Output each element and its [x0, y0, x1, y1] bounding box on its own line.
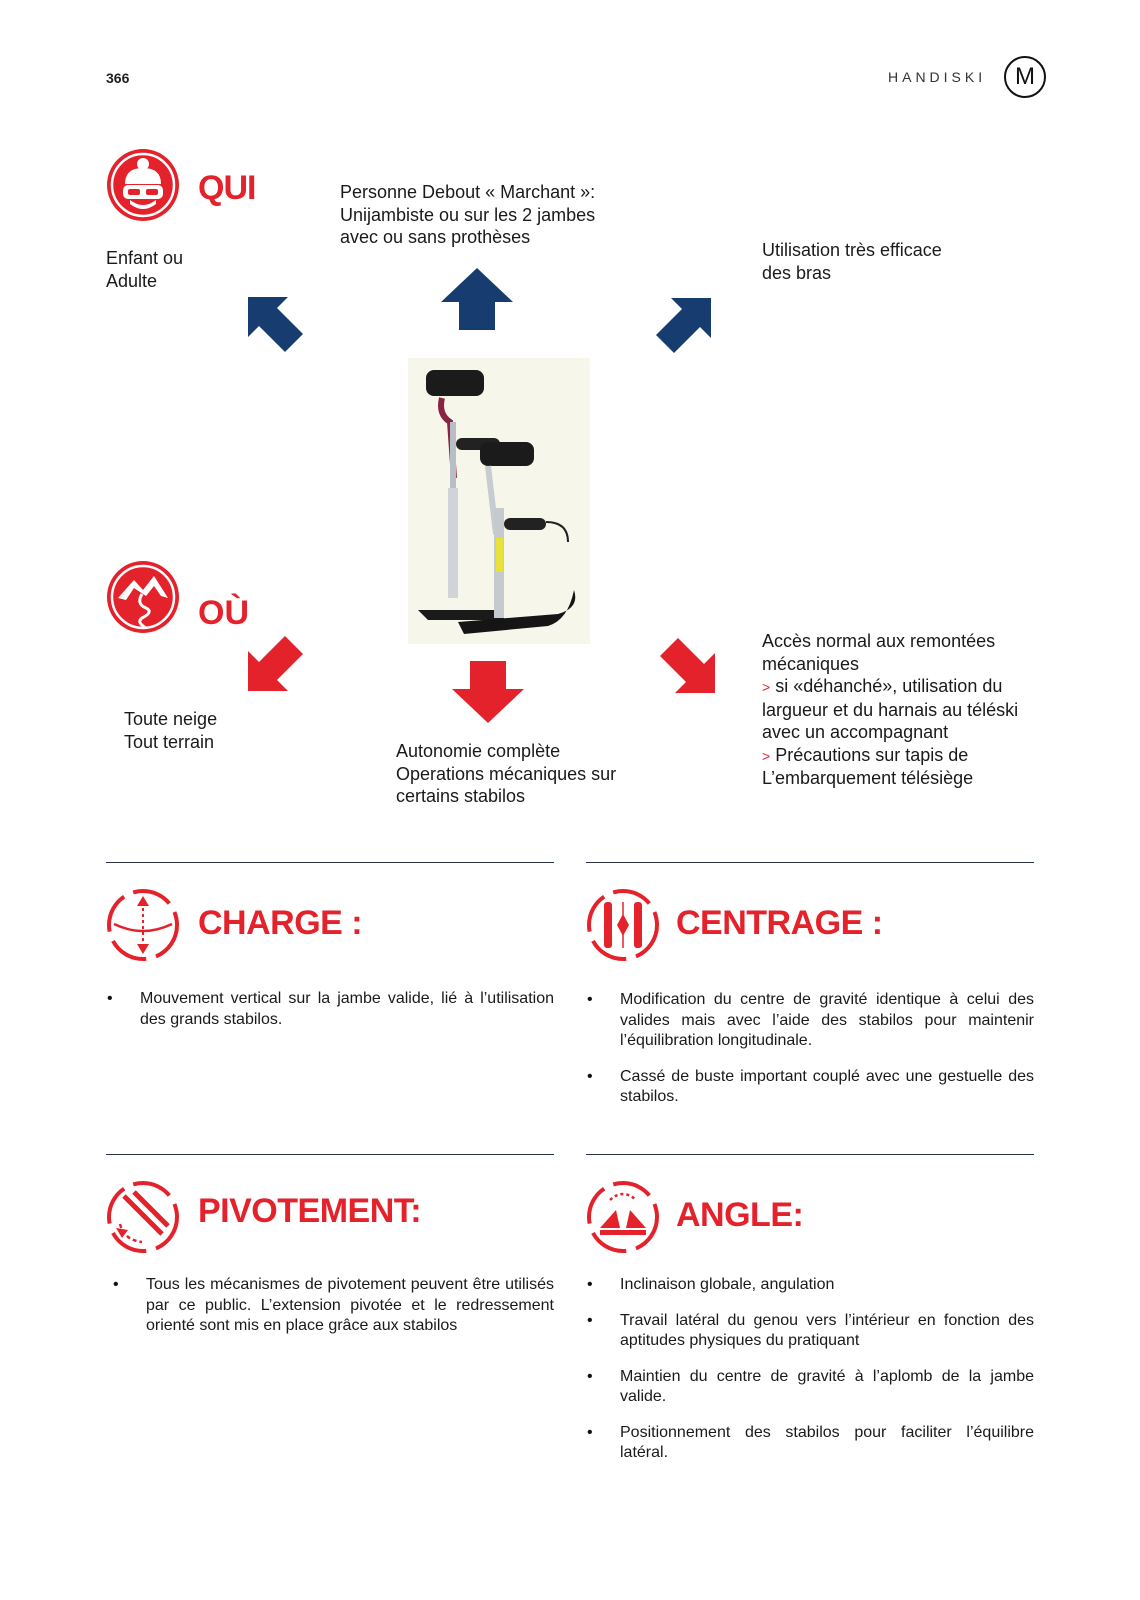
red-marker: > [762, 747, 771, 764]
qui-who-line: Adulte [106, 270, 158, 291]
list-item: • Modification du centre de gravité identique à celui des valides mais avec l’aide des stabilos pour maintenir l’équilibration longitudinale. [620, 990, 1034, 1052]
list-item: • Maintien du centre de gravité à l’aplomb de la jambe valide. [620, 1367, 1034, 1408]
ou-lift-line [762, 744, 1018, 768]
ou-title: OÙ [198, 594, 249, 632]
qui-person-text [340, 181, 595, 249]
ou-lift-line: Accès normal aux remontées [762, 631, 996, 651]
qui-arms-text [762, 239, 942, 284]
ou-lift-line-text: Précautions sur tapis de [770, 744, 969, 765]
list-item: • Travail latéral du genou vers l’intérieur en fonction des aptitudes physiques du pratiquant [620, 1311, 1034, 1352]
arrow-down-left-icon [248, 635, 304, 691]
centrage-bullet-list [620, 990, 1034, 1123]
qui-arms-line: des bras [762, 262, 832, 283]
qui-title: QUI [198, 169, 256, 207]
charge-title: CHARGE : [198, 904, 363, 942]
ou-terrain-text [124, 708, 217, 753]
red-marker: > [762, 679, 771, 695]
arrow-up-right-icon [655, 298, 711, 354]
ou-terrain-line: Toute neige [124, 709, 218, 729]
qui-who-line: Enfant ou [106, 248, 184, 268]
pivotement-title: PIVOTEMENT: [198, 1192, 422, 1230]
angle-bullet-list [620, 1275, 1034, 1479]
skier-head-icon [106, 148, 180, 222]
ou-autonomy-text [396, 740, 616, 808]
ou-autonomy-line: Operations mécaniques sur [396, 763, 617, 784]
list-item: • Cassé de buste important couplé avec une gestuelle des stabilos. [620, 1067, 1034, 1108]
pivotement-bullet-list [146, 1275, 554, 1352]
divider [106, 1154, 554, 1155]
mountain-icon [106, 560, 180, 634]
qui-person-line: Unijambiste ou sur les 2 jambes [340, 204, 596, 225]
ou-lift-line: mécaniques [762, 653, 860, 674]
ou-lift-line-text: si «déhanché», utilisation du [770, 676, 1003, 696]
arrow-down-icon [452, 661, 524, 723]
qui-person-line: avec ou sans prothèses [340, 227, 531, 247]
divider [586, 862, 1034, 863]
arrow-down-right-icon [659, 637, 715, 693]
angle-icon [586, 1180, 660, 1254]
brand-name: HANDISKI [888, 69, 987, 85]
ou-lift-line [762, 675, 1018, 699]
ou-autonomy-line: Autonomie complète [396, 741, 561, 761]
charge-icon [106, 888, 180, 962]
ou-autonomy-line: certains stabilos [396, 786, 526, 806]
brand-logo-letter: M [1015, 63, 1035, 90]
charge-bullet-list [140, 989, 554, 1045]
ou-lift-line: L’embarquement télésiège [762, 768, 974, 788]
divider [586, 1154, 1034, 1155]
list-item: • Mouvement vertical sur la jambe valide, lié à l’utilisation des grands stabilos. [140, 989, 554, 1030]
ou-lift-line: largueur et du harnais au téléski [762, 699, 1019, 720]
arrow-up-left-icon [248, 297, 304, 353]
list-item: • Inclinaison globale, angulation [620, 1275, 1034, 1296]
centrage-title: CENTRAGE : [676, 904, 883, 942]
ou-terrain-line: Tout terrain [124, 731, 215, 752]
list-item: • Tous les mécanismes de pivotement peuvent être utilisés par ce public. L’extension pivotée et le redressement orienté sont mis en place grâce aux stabilos [146, 1275, 554, 1337]
pivotement-icon [106, 1180, 180, 1254]
arrow-up-icon [441, 268, 513, 330]
page-number: 366 [106, 70, 130, 86]
brand-logo [1004, 56, 1046, 98]
ou-lift-text [762, 630, 1018, 790]
stabilo-equipment-photo [408, 358, 590, 644]
qui-who-text [106, 247, 183, 292]
centrage-icon [586, 888, 660, 962]
angle-title: ANGLE: [676, 1196, 804, 1234]
divider [106, 862, 554, 863]
ou-lift-line: avec un accompagnant [762, 722, 949, 742]
list-item: • Positionnement des stabilos pour faciliter l’équilibre latéral. [620, 1423, 1034, 1464]
qui-person-line: Personne Debout « Marchant »: [340, 182, 596, 202]
qui-arms-line: Utilisation très efficace [762, 240, 942, 260]
